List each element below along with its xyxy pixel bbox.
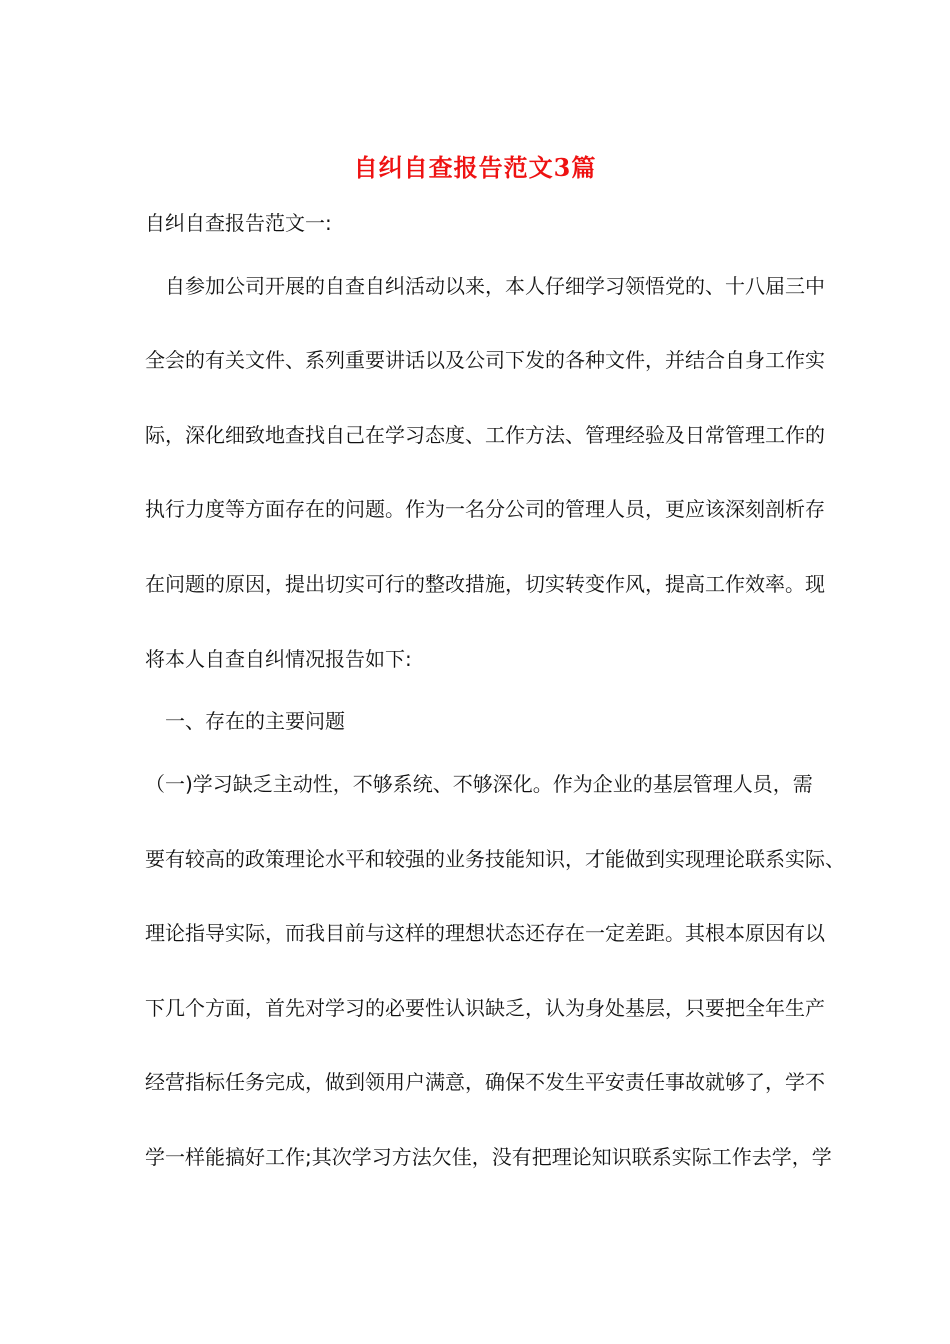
paragraph-line: 下几个方面，首先对学习的必要性认识缺乏，认为身处基层，只要把全年生产 <box>145 996 825 1020</box>
paragraph-line: 在问题的原因，提出切实可行的整改措施，切实转变作风，提高工作效率。现 <box>145 572 825 596</box>
paragraph-line: 学一样能搞好工作;其次学习方法欠佳，没有把理论知识联系实际工作去学，学 <box>145 1145 832 1169</box>
paragraph-line: （一)学习缺乏主动性，不够系统、不够深化。作为企业的基层管理人员，需 <box>145 772 813 796</box>
subsection-heading: 一、存在的主要问题 <box>145 709 345 733</box>
paragraph-line: 全会的有关文件、系列重要讲话以及公司下发的各种文件，并结合自身工作实 <box>145 348 825 372</box>
paragraph-line: 经营指标任务完成，做到领用户满意，确保不发生平安责任事故就够了，学不 <box>145 1070 825 1094</box>
paragraph-line: 将本人自查自纠情况报告如下: <box>145 647 412 671</box>
paragraph-line: 际，深化细致地查找自己在学习态度、工作方法、管理经验及日常管理工作的 <box>145 423 825 447</box>
paragraph-line: 要有较高的政策理论水平和较强的业务技能知识，才能做到实现理论联系实际、 <box>145 847 845 871</box>
paragraph-line: 自参加公司开展的自查自纠活动以来，本人仔细学习领悟党的、十八届三中 <box>145 274 825 298</box>
paragraph-line: 理论指导实际，而我目前与这样的理想状态还存在一定差距。其根本原因有以 <box>145 921 825 945</box>
document-title: 自纠自查报告范文3篇 <box>353 153 597 182</box>
paragraph-line: 执行力度等方面存在的问题。作为一名分公司的管理人员，更应该深刻剖析存 <box>145 497 825 521</box>
section-heading: 自纠自查报告范文一: <box>145 211 332 235</box>
